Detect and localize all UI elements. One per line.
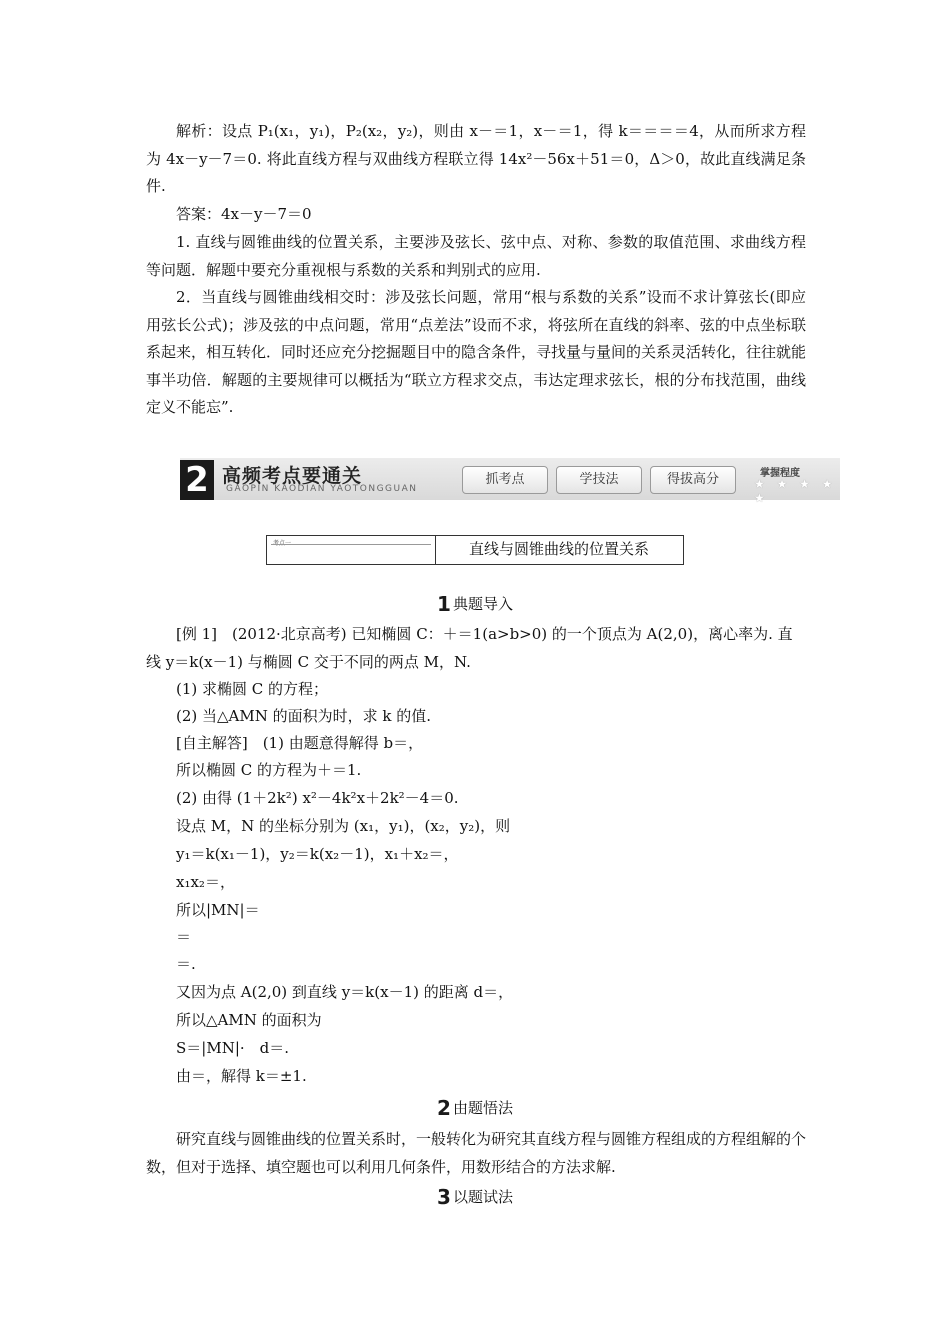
solution-line: 又因为点 A(2,0) 到直线 y＝k(x－1) 的距离 d＝，: [176, 983, 514, 1001]
method-paragraph: 研究直线与圆锥曲线的位置关系时，一般转化为研究其直线方程与圆锥方程组成的方程组解的个数，但对于选择、填空题也可以利用几何条件，用数形结合的方法求解.: [146, 1130, 807, 1176]
solution-line: (2) 由得 (1＋2k²) x²－4k²x＋2k²－4＝0.: [176, 789, 459, 807]
section-banner: [180, 458, 840, 505]
summary-point-2: 2．当直线与圆锥曲线相交时：涉及弦长问题，常用“根与系数的关系”设而不求计算弦长(即应用弦长公式)；涉及弦的中点问题，常用“点差法”设而不求，将弦所在直线的斜率、弦的中点坐标联系起来，相互转化．同时还应充分挖掘题目中的隐含条件，寻找量与量间的关系灵活转化，往往就能事半功倍．解题的主要规律可以概括为“联立方程求交点，韦达定理求弦长，根的分布找范围，曲线定义不能忘”.: [146, 288, 807, 416]
topic-title: 直线与圆锥曲线的位置关系: [468, 540, 649, 558]
topic-box: [266, 535, 684, 565]
topic-label-rule: [271, 544, 431, 545]
section-title: 以题试法: [452, 1188, 513, 1206]
banner-title: 高频考点要通关: [222, 465, 363, 487]
topic-label-cell: [267, 536, 436, 564]
high-score-button[interactable]: 得拔高分: [650, 466, 736, 494]
section-number-icon: 2: [437, 1096, 451, 1120]
banner-number: 2: [180, 460, 214, 500]
solution-line: [自主解答] (1) 由题意得解得 b＝，: [176, 734, 424, 752]
mastery-stars-icon: ★ ★ ★ ★ ★: [754, 477, 837, 505]
solution-line: 由＝，解得 k＝±1.: [176, 1067, 307, 1085]
solution-line: 所以椭圆 C 的方程为＋＝1.: [176, 761, 362, 779]
solution-line: x₁x₂＝，: [176, 873, 235, 891]
section-title: 由题悟法: [452, 1099, 513, 1117]
section-number-icon: 3: [437, 1185, 451, 1209]
section-header-method: [0, 1097, 950, 1119]
topic-label: 考点一: [273, 540, 292, 547]
question-2: (2) 当△AMN 的面积为时，求 k 的值.: [176, 707, 432, 725]
solution-line: 设点 M，N 的坐标分别为 (x₁，y₁)，(x₂，y₂)，则: [176, 817, 511, 835]
solution-line: ＝: [176, 928, 192, 946]
section-header-practice: [0, 1186, 950, 1208]
solution-line: 所以|MN|＝: [176, 901, 260, 919]
learn-skills-button[interactable]: 学技法: [556, 466, 642, 494]
summary-point-1: 1. 直线与圆锥曲线的位置关系，主要涉及弦长、弦中点、对称、参数的取值范围、求曲线方程等问题．解题中要充分重视根与系数的关系和判别式的应用.: [146, 233, 806, 279]
solution-line: S＝|MN|· d＝.: [176, 1039, 290, 1057]
mastery-label: 掌握程度: [760, 468, 800, 479]
section-title: 典题导入: [452, 595, 513, 613]
section-header-example: [0, 593, 950, 615]
solution-line: 所以△AMN 的面积为: [176, 1011, 322, 1029]
question-1: (1) 求椭圆 C 的方程；: [176, 680, 329, 698]
example-intro: [例 1] (2012·北京高考) 已知椭圆 C：＋＝1(a>b>0) 的一个顶点为 A(2,0)，离心率为. 直线 y＝k(x－1) 与椭圆 C 交于不同的两点 M，N.: [146, 625, 793, 671]
grab-points-button[interactable]: 抓考点: [462, 466, 548, 494]
banner-subtitle: GAOPIN KAODIAN YAOTONGGUAN: [226, 484, 418, 494]
answer-line: 答案：4x－y－7＝0: [176, 205, 312, 223]
solution-line: ＝.: [176, 955, 196, 973]
section-number-icon: 1: [437, 592, 451, 616]
solution-paragraph: 解析：设点 P₁(x₁，y₁)，P₂(x₂，y₂)，则由 x－＝1，x－＝1，得 k＝＝＝＝4，从而所求方程为 4x－y－7＝0. 将此直线方程与双曲线方程联立得 14x²－56x＋51＝0，Δ＞0，故此直线满足条件.: [146, 122, 806, 195]
solution-line: y₁＝k(x₁－1)，y₂＝k(x₂－1)，x₁＋x₂＝，: [176, 845, 459, 863]
